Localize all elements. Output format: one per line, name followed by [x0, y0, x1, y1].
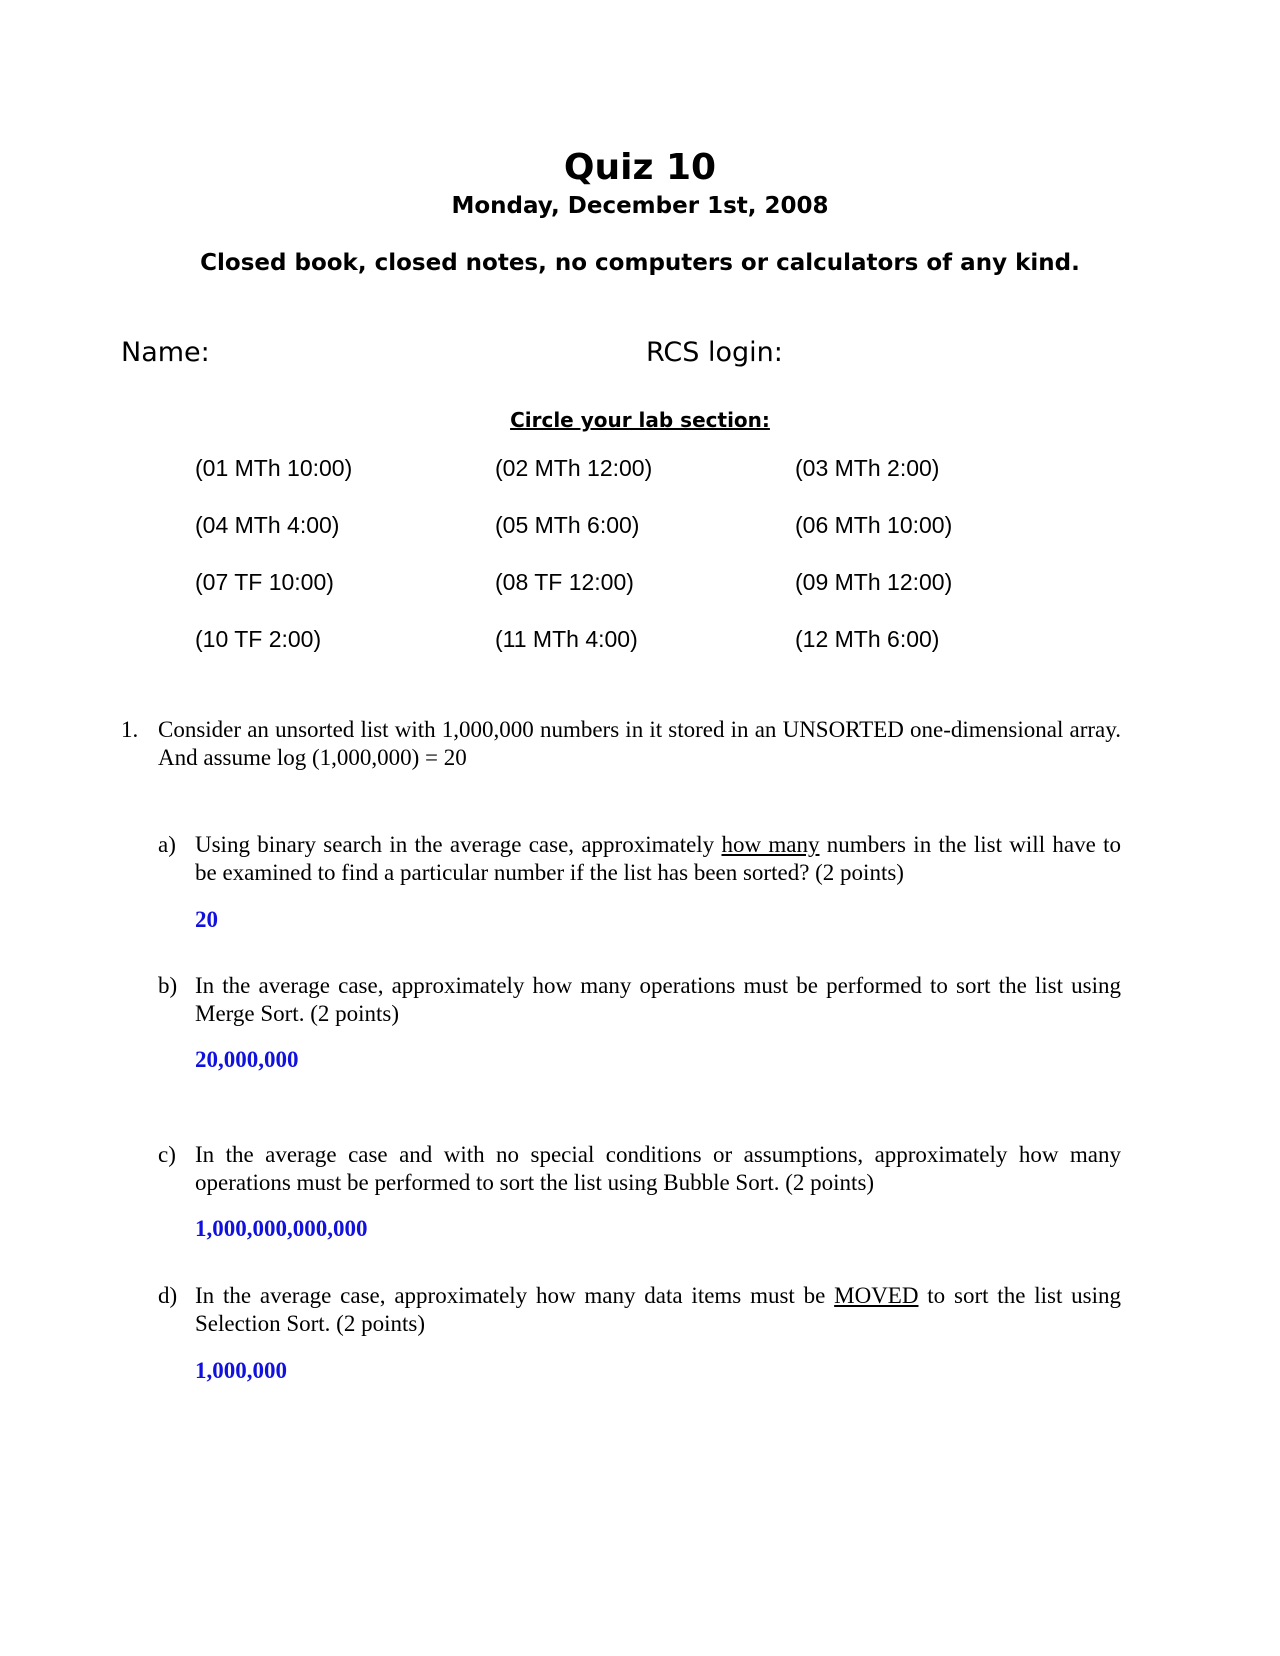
lab-section-option: (11 MTh 4:00)	[495, 626, 638, 652]
name-label: Name:	[121, 337, 210, 368]
question-part-c	[158, 1141, 1121, 1197]
lab-section-option: (07 TF 10:00)	[195, 569, 334, 595]
answer-c: 1,000,000,000,000	[195, 1216, 368, 1241]
part-letter: b)	[158, 973, 178, 998]
part-letter: a)	[158, 832, 176, 857]
lab-section-option: (03 MTh 2:00)	[795, 455, 940, 481]
part-text: In the average case, approximately how many data items must be MOVED to sort the list using Selection Sort. (2 points)	[195, 1283, 1121, 1336]
question-part-d	[158, 1282, 1121, 1338]
answer-b: 20,000,000	[195, 1047, 299, 1072]
part-text: In the average case, approximately how many operations must be performed to sort the list using Merge Sort. (2 points)	[195, 973, 1121, 1026]
quiz-rules: Closed book, closed notes, no computers or calculators of any kind.	[200, 250, 1080, 276]
lab-section-option: (02 MTh 12:00)	[495, 455, 653, 481]
quiz-date: Monday, December 1st, 2008	[451, 193, 829, 219]
emphasis-text: MOVED	[834, 1283, 919, 1308]
lab-section-option: (09 MTh 12:00)	[795, 569, 953, 595]
part-text: In the average case and with no special conditions or assumptions, approximately how many operations must be performed to sort the list using Bubble Sort. (2 points)	[195, 1142, 1121, 1195]
question-part-a	[158, 831, 1121, 887]
lab-section-option: (10 TF 2:00)	[195, 626, 322, 652]
question-number: 1.	[121, 717, 139, 742]
lab-section-option: (06 MTh 10:00)	[795, 512, 953, 538]
lab-section-option: (08 TF 12:00)	[495, 569, 634, 595]
lab-section-heading: Circle your lab section:	[510, 408, 770, 432]
question-text: Consider an unsorted list with 1,000,000 numbers in it stored in an UNSORTED one-dimensional array. And assume log (1,000,000) = 20	[158, 717, 1121, 770]
question-part-b	[158, 972, 1121, 1028]
answer-d: 1,000,000	[195, 1358, 287, 1383]
part-letter: d)	[158, 1283, 178, 1308]
lab-section-option: (12 MTh 6:00)	[795, 626, 940, 652]
rcs-login-label: RCS login:	[646, 337, 783, 368]
lab-section-option: (05 MTh 6:00)	[495, 512, 640, 538]
emphasis-text: how many	[721, 832, 820, 857]
part-text: Using binary search in the average case, approximately how many numbers in the list will have to be examined to find a particular number if the list has been sorted? (2 points)	[195, 832, 1121, 885]
part-letter: c)	[158, 1142, 176, 1167]
question-1	[121, 716, 1121, 772]
lab-section-option: (01 MTh 10:00)	[195, 455, 353, 481]
answer-a: 20	[195, 907, 218, 932]
quiz-title: Quiz 10	[563, 147, 717, 188]
lab-section-option: (04 MTh 4:00)	[195, 512, 340, 538]
